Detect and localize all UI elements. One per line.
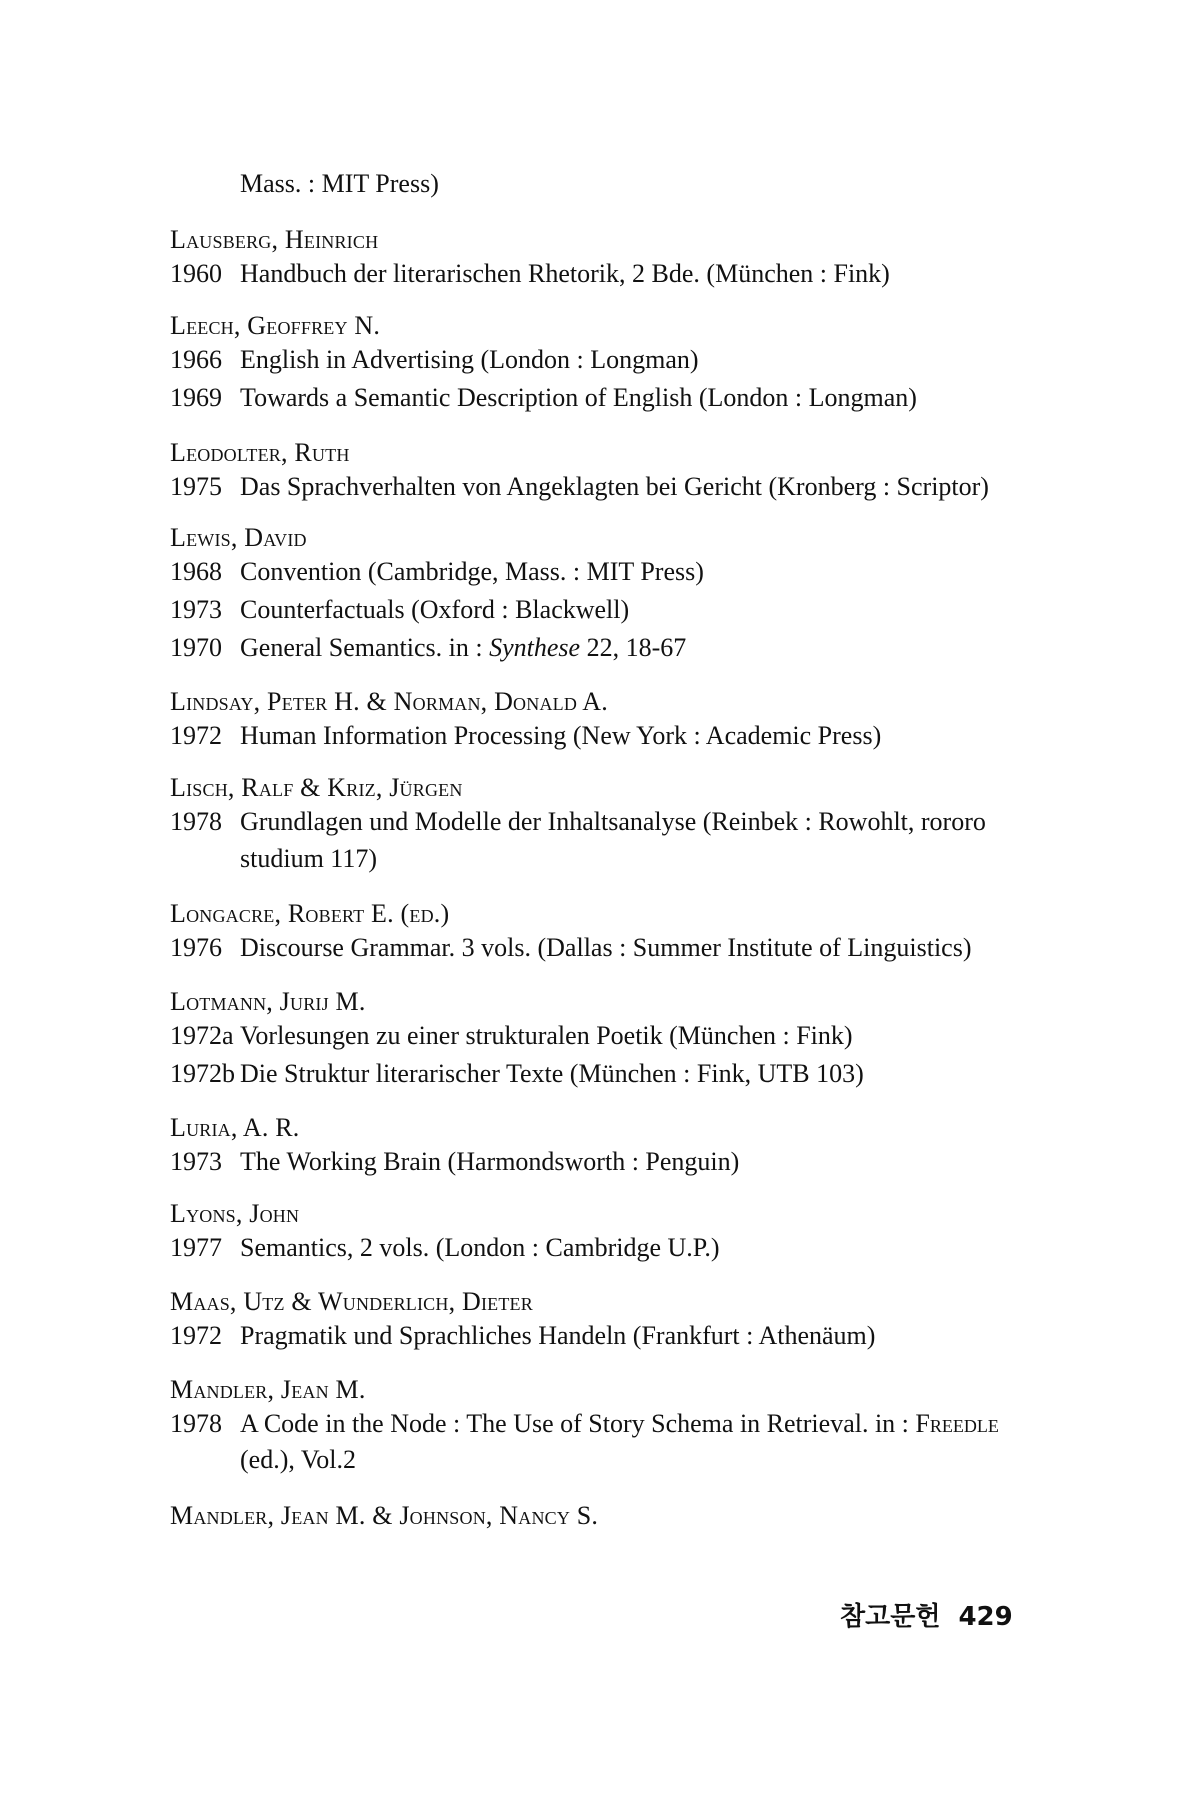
- reference-entry: [170, 556, 704, 588]
- entry-text: Convention (Cambridge, Mass. : MIT Press): [240, 557, 704, 586]
- entry-text: The Working Brain (Harmondsworth : Penguin): [240, 1147, 740, 1176]
- entry-text: English in Advertising (London : Longman): [240, 345, 699, 374]
- author-heading: Leodolter, Ruth: [170, 438, 350, 467]
- reference-entry: [170, 594, 629, 626]
- entry-text: General Semantics. in :: [240, 633, 490, 662]
- entry-text: Discourse Grammar. 3 vols. (Dallas : Summer Institute of Linguistics): [240, 933, 972, 962]
- section-title: 참고문헌: [840, 1602, 941, 1632]
- author-heading: Lewis, David: [170, 523, 307, 552]
- entry-text: Handbuch der literarischen Rhetorik, 2 Bde. (München : Fink): [240, 259, 890, 288]
- entry-text: Das Sprachverhalten von Angeklagten bei Gericht (Kronberg : Scriptor): [240, 472, 989, 501]
- entry-text: Die Struktur literarischer Texte (München : Fink, UTB 103): [240, 1059, 864, 1088]
- reference-entry: [170, 1020, 853, 1052]
- page-number: 429: [958, 1602, 1013, 1632]
- entry-year: 1966: [170, 345, 222, 374]
- entry-text: A Code in the Node : The Use of Story Schema in Retrieval. in :: [240, 1409, 916, 1438]
- entry-year: 1976: [170, 933, 222, 962]
- entry-text: Pragmatik und Sprachliches Handeln (Frankfurt : Athenäum): [240, 1321, 876, 1350]
- reference-entry: [170, 632, 686, 664]
- cited-author: Freedle: [915, 1409, 999, 1438]
- reference-entry: [170, 1320, 875, 1352]
- entry-text: Human Information Processing (New York : Academic Press): [240, 721, 882, 750]
- entry-continuation: (ed.), Vol.2: [240, 1445, 357, 1474]
- entry-year: 1960: [170, 259, 222, 288]
- author-heading: Mandler, Jean M. & Johnson, Nancy S.: [170, 1501, 599, 1530]
- entry-text: Semantics, 2 vols. (London : Cambridge U.P.): [240, 1233, 720, 1262]
- entry-text: Towards a Semantic Description of English (London : Longman): [240, 383, 917, 412]
- reference-entry: [170, 932, 972, 964]
- entry-year: 1969: [170, 383, 222, 412]
- author-heading: Mandler, Jean M.: [170, 1375, 366, 1404]
- author-heading: Maas, Utz & Wunderlich, Dieter: [170, 1287, 533, 1316]
- author-heading: Lisch, Ralf & Kriz, Jürgen: [170, 773, 463, 802]
- reference-entry: [170, 471, 989, 503]
- entry-year: 1975: [170, 472, 222, 501]
- entry-text: Grundlagen und Modelle der Inhaltsanalyse (Reinbek : Rowohlt, rororo: [240, 807, 986, 836]
- reference-entry: [170, 1146, 739, 1178]
- entry-year: 1970: [170, 633, 222, 662]
- entry-year: 1968: [170, 557, 222, 586]
- entry-year: 1973: [170, 1147, 222, 1176]
- continuation-line: Mass. : MIT Press): [240, 169, 439, 198]
- author-heading: Longacre, Robert E. (ed.): [170, 899, 450, 928]
- reference-entry: [170, 720, 881, 752]
- entry-year: 1972: [170, 1321, 222, 1350]
- author-heading: Lotmann, Jurij M.: [170, 987, 366, 1016]
- entry-text: Vorlesungen zu einer strukturalen Poetik (München : Fink): [240, 1021, 853, 1050]
- entry-year: 1977: [170, 1233, 222, 1262]
- entry-year: 1973: [170, 595, 222, 624]
- entry-text: 22, 18-67: [580, 633, 687, 662]
- journal-title: Synthese: [489, 633, 581, 662]
- page-footer: [840, 1596, 1013, 1633]
- reference-entry: [170, 806, 986, 838]
- entry-continuation: studium 117): [240, 844, 377, 873]
- entry-year: 1978: [170, 1409, 222, 1438]
- author-heading: Luria, A. R.: [170, 1113, 300, 1142]
- reference-entry: [170, 1232, 720, 1264]
- author-heading: Lyons, John: [170, 1199, 300, 1228]
- reference-entry: [170, 1058, 864, 1090]
- entry-year: 1972: [170, 721, 222, 750]
- reference-entry: [170, 344, 699, 376]
- reference-entry: [170, 258, 890, 290]
- entry-year: 1978: [170, 807, 222, 836]
- reference-entry: [170, 1408, 999, 1440]
- reference-entry: [170, 382, 917, 414]
- entry-text: Counterfactuals (Oxford : Blackwell): [240, 595, 630, 624]
- author-heading: Lausberg, Heinrich: [170, 225, 379, 254]
- author-heading: Lindsay, Peter H. & Norman, Donald A.: [170, 687, 608, 716]
- entry-year: 1972b: [170, 1059, 235, 1088]
- author-heading: Leech, Geoffrey N.: [170, 311, 381, 340]
- entry-year: 1972a: [170, 1021, 234, 1050]
